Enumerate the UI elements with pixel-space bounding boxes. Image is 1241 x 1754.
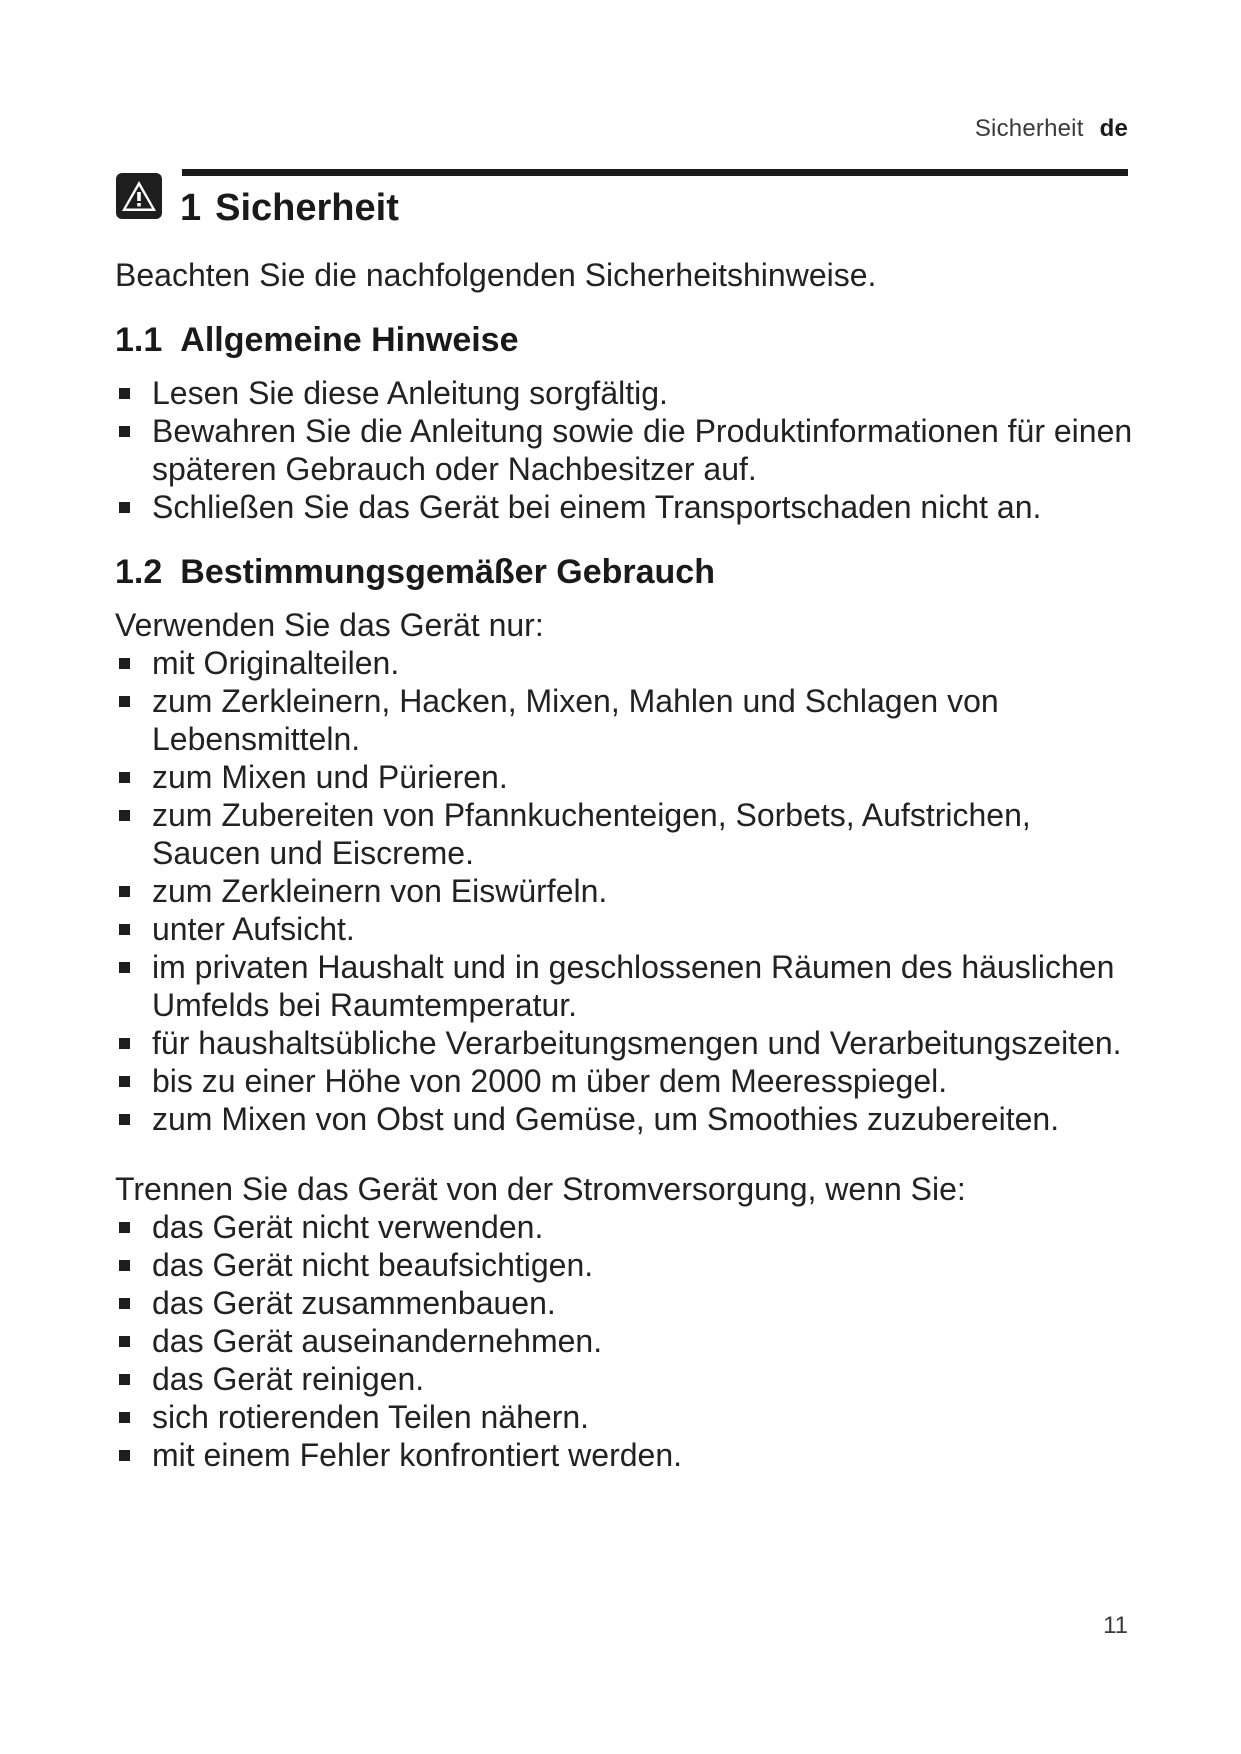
page-content — [115, 256, 1135, 1474]
list-item: das Gerät zusammenbauen. — [115, 1284, 1135, 1322]
page-number: 11 — [1103, 1612, 1128, 1639]
bullet-list — [115, 644, 1135, 1138]
section-number: 1.2 — [115, 553, 163, 591]
chapter-rule — [182, 169, 1128, 176]
section-general-notes — [115, 318, 1135, 526]
list-item: zum Zubereiten von Pfannkuchenteigen, Sorbets, Aufstrichen, Saucen und Eiscreme. — [115, 796, 1135, 872]
warning-triangle-icon — [115, 172, 163, 220]
list-item: bis zu einer Höhe von 2000 m über dem Meeresspiegel. — [115, 1062, 1135, 1100]
section-number: 1.1 — [115, 321, 163, 359]
running-header — [975, 115, 1128, 143]
chapter-title — [180, 184, 399, 232]
list-item: unter Aufsicht. — [115, 910, 1135, 948]
list-item: das Gerät auseinandernehmen. — [115, 1322, 1135, 1360]
header-section-title: Sicherheit — [974, 115, 1084, 142]
section-heading — [115, 550, 1135, 594]
list-item: sich rotierenden Teilen nähern. — [115, 1398, 1135, 1436]
usage-lead: Verwenden Sie das Gerät nur: — [115, 607, 544, 643]
list-item: das Gerät nicht beaufsichtigen. — [115, 1246, 1135, 1284]
section-intended-use — [115, 550, 1135, 1474]
chapter-title-text: Sicherheit — [215, 187, 399, 229]
list-item: das Gerät reinigen. — [115, 1360, 1135, 1398]
section-heading — [115, 318, 1135, 362]
list-item: Lesen Sie diese Anleitung sorgfältig. — [115, 374, 1135, 412]
section-title: Allgemeine Hinweise — [180, 321, 519, 359]
header-language: de — [1099, 115, 1128, 142]
list-item: Bewahren Sie die Anleitung sowie die Produktinformationen für einen späteren Gebrauch oder Nachbesitzer auf. — [115, 412, 1135, 488]
chapter-number: 1 — [180, 187, 202, 229]
bullet-list — [115, 1208, 1135, 1474]
list-item: im privaten Haushalt und in geschlossenen Räumen des häuslichen Umfelds bei Raumtemperatur. — [115, 948, 1135, 1024]
list-item: zum Mixen von Obst und Gemüse, um Smoothies zuzubereiten. — [115, 1100, 1135, 1138]
list-item: das Gerät nicht verwenden. — [115, 1208, 1135, 1246]
chapter-intro: Beachten Sie die nachfolgenden Sicherheitshinweise. — [115, 257, 877, 293]
list-item: zum Zerkleinern, Hacken, Mixen, Mahlen und Schlagen von Lebensmitteln. — [115, 682, 1135, 758]
list-item: zum Mixen und Pürieren. — [115, 758, 1135, 796]
bullet-list — [115, 374, 1135, 526]
list-item: für haushaltsübliche Verarbeitungsmengen und Verarbeitungszeiten. — [115, 1024, 1135, 1062]
list-item: Schließen Sie das Gerät bei einem Transportschaden nicht an. — [115, 488, 1135, 526]
disconnect-lead: Trennen Sie das Gerät von der Stromversorgung, wenn Sie: — [115, 1171, 966, 1207]
section-title: Bestimmungsgemäßer Gebrauch — [180, 553, 715, 591]
list-item: mit Originalteilen. — [115, 644, 1135, 682]
list-item: zum Zerkleinern von Eiswürfeln. — [115, 872, 1135, 910]
list-item: mit einem Fehler konfrontiert werden. — [115, 1436, 1135, 1474]
